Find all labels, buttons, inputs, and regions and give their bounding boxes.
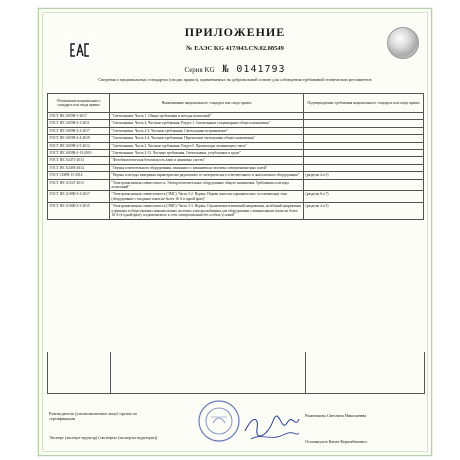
standard-code: ГОСТ IEC 60598-2-4-2019 (48, 135, 110, 142)
signatory-names (305, 413, 423, 444)
standard-name: "Нормы и методы измерения характеристик радиопомех от электрического осветительного и аналогичного оборудования" (110, 172, 304, 179)
standard-code: ГОСТ CISPR 15-2014 (48, 172, 110, 179)
standard-requirements (304, 127, 424, 134)
document-title: ПРИЛОЖЕНИЕ (184, 25, 286, 39)
standard-requirements (304, 120, 424, 127)
standard-requirements (304, 135, 424, 142)
table-header-row (48, 94, 424, 113)
standard-requirements (304, 179, 424, 191)
standard-name: "Фотобиологическая безопасность ламп и ламповых систем" (110, 157, 304, 164)
standard-name: "Электромагнитная совместимость (ЭМС). Часть 3-2. Нормы. Нормы эмиссии гармонических составляющих тока (оборудование с входным током не более 16 А в одной фазе)" (110, 191, 304, 203)
table-row (48, 127, 424, 134)
standard-name: "Светильники. Часть 2. Частные требования. Раздел 5. Прожекторы заливающего света" (110, 142, 304, 149)
official-stamp-icon (197, 399, 241, 443)
series-label: Серия KG (184, 66, 215, 74)
standard-code: ГОСТ IEC 60598-2-2-2017 (48, 127, 110, 134)
standard-code: ГОСТ IEC 61000-3-3-2015 (48, 203, 110, 219)
column-header-name: Наименование национального стандарта или свода правил (110, 94, 304, 113)
standard-name: "Оценка осветительного оборудования, связанного с влиянием на человека электромагнитных полей" (110, 164, 304, 171)
column-header-requirements: Подтверждаемые требования национального стандарта или свода правил (304, 94, 424, 113)
standard-requirements: (разделы 4 и 5) (304, 203, 424, 219)
table-row (48, 120, 424, 127)
certificate-annex-sheet (38, 8, 432, 456)
standard-requirements (304, 157, 424, 164)
series-number: № 0141793 (222, 64, 286, 75)
head-role-label: Руководитель (уполномоченное лицо) органа по сертификации (49, 411, 138, 422)
table-row (48, 157, 424, 164)
standard-code: ГОСТ IEC 62471-2013 (48, 157, 110, 164)
standard-code: ГОСТ IEC 62493-2014 (48, 164, 110, 171)
annex-number: № ЕАЭС KG 417/043.CN.02.08549 (186, 45, 284, 52)
table-row (48, 172, 424, 179)
standard-requirements (304, 113, 424, 120)
standards-info-text: Сведения о национальных стандартах (сводах правил), применяемых на добровольной основе для соблюдения требований технических регламентов (98, 77, 372, 82)
standard-code: ГОСТ IEC 61547-2013 (48, 179, 110, 191)
standards-table (47, 93, 424, 220)
table-row (48, 164, 424, 171)
table-row (48, 150, 424, 157)
standard-name: "Светильники. Часть 1. Общие требования и методы испытаний" (110, 113, 304, 120)
empty-cell (306, 352, 424, 393)
table-row (48, 203, 424, 219)
table-row (48, 142, 424, 149)
standard-code: ГОСТ IEC 60598-2-1-2011 (48, 120, 110, 127)
standard-name: "Электромагнитная совместимость (ЭМС). Часть 3-3. Нормы. Ограничение изменений напряжения, колебаний напряжения и фликера в общественных низковольтных системах электроснабжения для оборудования с номинальным током не более 16 А (в одной фазе), подключаемого к сети электропитания без особых условий" (110, 203, 304, 219)
table-row (48, 135, 424, 142)
standard-name: "Электромагнитная совместимость. Электроосветительное оборудование общего назначения. Требования и методы испытаний" (110, 179, 304, 191)
standard-requirements: (разделы 4 и 5) (304, 172, 424, 179)
standard-name: "Светильники. Часть 2-4. Частные требования. Переносные светильники общего назначения" (110, 135, 304, 142)
standard-requirements (304, 150, 424, 157)
table-row (48, 191, 424, 203)
standard-requirements (304, 142, 424, 149)
standard-requirements (304, 164, 424, 171)
standard-code: ГОСТ IEC 60598-2-13-2019 (48, 150, 110, 157)
head-name: Рыжникова Светлана Николаевна (305, 413, 367, 418)
signatory-roles (49, 411, 159, 440)
standard-code: ГОСТ IEC 60598-2-5-2012 (48, 142, 110, 149)
series-line (39, 64, 431, 75)
standard-code: ГОСТ IEC 61000-3-2-2017 (48, 191, 110, 203)
standard-name: "Светильники. Часть 2. Частные требования. Раздел 1. Светильники стационарные общего назначения" (110, 120, 304, 127)
table-row (48, 113, 424, 120)
standard-name: "Светильники. Часть 2-13. Частные требования. Светильники, углубленные в грунт" (110, 150, 304, 157)
table-row (48, 179, 424, 191)
expert-name: Осмонкулов Канат Керимбекович (305, 439, 367, 444)
standard-name: "Светильники. Часть 2-2. Частные требования. Светильники встраиваемые" (110, 127, 304, 134)
signature-block (47, 407, 423, 451)
standard-code: ГОСТ IEC 60598-1-2017 (48, 113, 110, 120)
column-header-code: Обозначение национального стандарта или свода правил (48, 94, 110, 113)
table-empty-area (47, 352, 425, 394)
handwritten-signature-icon (243, 411, 301, 443)
empty-cell (111, 352, 306, 393)
standard-requirements: (разделы 6 и 7) (304, 191, 424, 203)
empty-cell (48, 352, 111, 393)
expert-role-label: Эксперт (эксперт-аудитор) (эксперты (эксперты-аудиторы)) (49, 435, 158, 440)
